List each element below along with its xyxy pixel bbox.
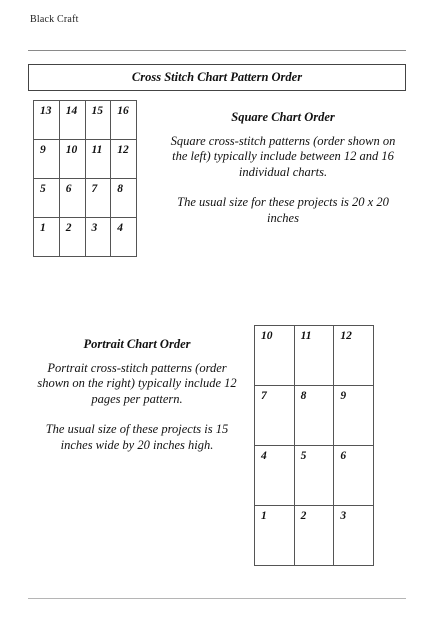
square-paragraph-count: Square cross-stitch patterns (order shown on the left) typically include between 12 and 16 individual charts. [170,133,396,179]
grid-cell-number: 4 [117,222,123,234]
grid-cell [85,140,111,179]
square-heading: Square Chart Order [231,110,335,124]
portrait-description [30,337,244,468]
square-paragraph-size: The usual size for these projects is 20 x 20 inches [177,195,389,225]
grid-cell [59,140,85,179]
grid-cell-number: 11 [91,144,103,156]
grid-cell [334,506,374,566]
grid-cell [85,179,111,218]
grid-cell-number: 10 [261,330,273,342]
grid-cell [334,386,374,446]
grid-cell-number: 7 [261,390,267,402]
grid-cell [111,140,137,179]
grid-cell [294,326,334,386]
portrait-paragraph-size: The usual size of these projects is 15 inches wide by 20 inches high. [45,422,229,452]
portrait-grid-row [255,386,374,446]
grid-cell-number: 5 [300,450,307,462]
square-grid-row [34,218,137,257]
grid-cell-number: 15 [91,105,103,117]
grid-cell [294,446,334,506]
footer-divider [28,598,406,599]
square-description [163,110,403,241]
grid-cell-number: 3 [340,510,347,522]
square-grid-row [34,179,137,218]
grid-cell [59,218,85,257]
grid-cell [294,386,334,446]
grid-cell [34,101,60,140]
grid-cell [34,140,60,179]
grid-cell [294,506,334,566]
grid-cell-number: 9 [40,144,46,156]
grid-cell-number: 6 [340,450,347,462]
grid-cell-number: 13 [40,105,52,117]
grid-cell-number: 11 [300,330,312,342]
grid-cell-number: 12 [340,330,352,342]
grid-cell [34,179,60,218]
grid-cell-number: 8 [117,183,123,195]
grid-cell-number: 1 [40,222,46,234]
grid-cell [334,446,374,506]
grid-cell [85,101,111,140]
grid-cell-number: 10 [65,144,78,156]
grid-cell [85,218,111,257]
brand-logo [30,14,79,25]
page-title-text: Cross Stitch Chart Pattern Order [131,70,303,84]
grid-cell-number: 7 [91,183,98,195]
grid-cell-number: 8 [300,390,307,402]
grid-cell-number: 9 [340,390,347,402]
grid-cell [334,326,374,386]
page-title [28,64,406,91]
portrait-grid-row [255,326,374,386]
grid-cell [34,218,60,257]
portrait-grid-row [255,506,374,566]
grid-cell [59,179,85,218]
grid-cell-number: 6 [65,183,72,195]
grid-cell-number: 2 [300,510,307,522]
grid-cell [255,506,295,566]
grid-cell-number: 4 [261,450,267,462]
grid-cell [111,101,137,140]
grid-cell [255,326,295,386]
grid-cell [255,446,295,506]
portrait-grid-row [255,446,374,506]
grid-cell [255,386,295,446]
portrait-chart-grid [254,325,374,566]
header-divider [28,50,406,51]
grid-cell-number: 12 [117,144,129,156]
portrait-paragraph-count: Portrait cross-stitch patterns (order shown on the right) typically include 12 pages per pattern. [37,360,237,406]
grid-cell [111,218,137,257]
portrait-heading: Portrait Chart Order [83,337,191,351]
square-chart-grid [33,100,137,257]
grid-cell-number: 14 [65,105,78,117]
grid-cell-number: 3 [91,222,98,234]
grid-cell [111,179,137,218]
brand-logo-text: Black Craft [30,14,79,25]
grid-cell-number: 16 [117,105,129,117]
grid-cell-number: 5 [40,183,46,195]
grid-cell [59,101,85,140]
grid-cell-number: 2 [65,222,72,234]
square-grid-row [34,101,137,140]
grid-cell-number: 1 [261,510,267,522]
square-grid-row [34,140,137,179]
